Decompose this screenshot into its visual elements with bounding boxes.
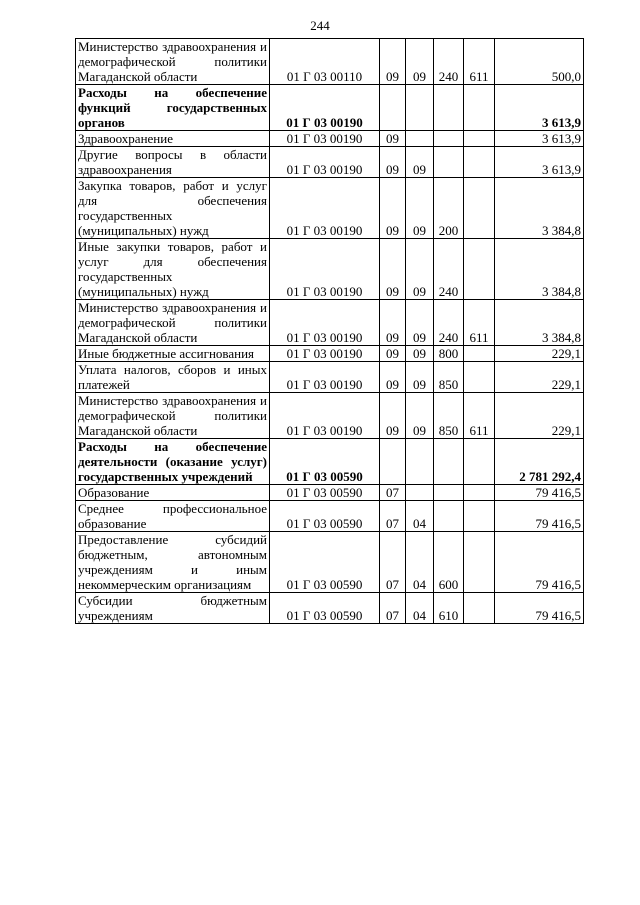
section-cell: 09 [380, 300, 406, 346]
expense-type-cell [434, 131, 464, 147]
subsection-cell: 04 [406, 501, 434, 532]
budget-table [75, 38, 584, 624]
table-row [76, 300, 584, 346]
department-code-cell [464, 501, 495, 532]
expense-type-cell [434, 501, 464, 532]
section-cell: 09 [380, 346, 406, 362]
table-row [76, 532, 584, 593]
department-code-cell [464, 147, 495, 178]
table-row [76, 362, 584, 393]
section-cell: 07 [380, 593, 406, 624]
row-name-cell: Субсидии бюджетным учреждениям [76, 593, 270, 624]
subsection-cell: 09 [406, 362, 434, 393]
section-cell: 09 [380, 178, 406, 239]
department-code-cell [464, 85, 495, 131]
section-cell [380, 85, 406, 131]
amount-cell: 2 781 292,4 [495, 439, 584, 485]
expense-type-cell: 240 [434, 300, 464, 346]
expense-type-cell: 200 [434, 178, 464, 239]
section-cell: 07 [380, 485, 406, 501]
target-code-cell: 01 Г 03 00190 [270, 239, 380, 300]
expense-type-cell [434, 147, 464, 178]
subsection-cell: 09 [406, 239, 434, 300]
amount-cell: 3 613,9 [495, 131, 584, 147]
expense-type-cell: 240 [434, 239, 464, 300]
expense-type-cell: 850 [434, 393, 464, 439]
amount-cell: 79 416,5 [495, 501, 584, 532]
amount-cell: 229,1 [495, 346, 584, 362]
expense-type-cell: 240 [434, 39, 464, 85]
subsection-cell [406, 485, 434, 501]
department-code-cell: 611 [464, 39, 495, 85]
amount-cell: 3 613,9 [495, 85, 584, 131]
row-name-cell: Иные бюджетные ассигнования [76, 346, 270, 362]
row-name-cell: Уплата налогов, сборов и иных платежей [76, 362, 270, 393]
department-code-cell [464, 239, 495, 300]
table-row [76, 346, 584, 362]
row-name-cell: Предоставление субсидий бюджетным, автономным учреждениям и иным некоммерческим организациям [76, 532, 270, 593]
expense-type-cell [434, 439, 464, 485]
subsection-cell: 09 [406, 147, 434, 178]
target-code-cell: 01 Г 03 00590 [270, 501, 380, 532]
section-cell: 07 [380, 532, 406, 593]
amount-cell: 500,0 [495, 39, 584, 85]
subsection-cell: 09 [406, 39, 434, 85]
subsection-cell: 04 [406, 593, 434, 624]
row-name-cell: Министерство здравоохранения и демографической политики Магаданской области [76, 39, 270, 85]
target-code-cell: 01 Г 03 00190 [270, 178, 380, 239]
target-code-cell: 01 Г 03 00590 [270, 593, 380, 624]
table-row [76, 439, 584, 485]
amount-cell: 229,1 [495, 362, 584, 393]
section-cell [380, 439, 406, 485]
target-code-cell: 01 Г 03 00110 [270, 39, 380, 85]
subsection-cell: 09 [406, 178, 434, 239]
target-code-cell: 01 Г 03 00190 [270, 393, 380, 439]
amount-cell: 79 416,5 [495, 485, 584, 501]
row-name-cell: Министерство здравоохранения и демографической политики Магаданской области [76, 393, 270, 439]
section-cell: 09 [380, 147, 406, 178]
department-code-cell [464, 439, 495, 485]
department-code-cell [464, 532, 495, 593]
section-cell: 09 [380, 131, 406, 147]
amount-cell: 79 416,5 [495, 532, 584, 593]
target-code-cell: 01 Г 03 00190 [270, 85, 380, 131]
subsection-cell: 09 [406, 393, 434, 439]
target-code-cell: 01 Г 03 00590 [270, 532, 380, 593]
amount-cell: 3 384,8 [495, 178, 584, 239]
department-code-cell [464, 485, 495, 501]
expense-type-cell: 800 [434, 346, 464, 362]
section-cell: 09 [380, 39, 406, 85]
target-code-cell: 01 Г 03 00590 [270, 485, 380, 501]
section-cell: 07 [380, 501, 406, 532]
department-code-cell: 611 [464, 300, 495, 346]
row-name-cell: Другие вопросы в области здравоохранения [76, 147, 270, 178]
subsection-cell: 04 [406, 532, 434, 593]
row-name-cell: Здравоохранение [76, 131, 270, 147]
section-cell: 09 [380, 239, 406, 300]
amount-cell: 79 416,5 [495, 593, 584, 624]
subsection-cell: 09 [406, 300, 434, 346]
table-row [76, 593, 584, 624]
amount-cell: 3 384,8 [495, 239, 584, 300]
row-name-cell: Расходы на обеспечение деятельности (оказание услуг) государственных учреждений [76, 439, 270, 485]
subsection-cell [406, 131, 434, 147]
table-row [76, 501, 584, 532]
subsection-cell [406, 439, 434, 485]
expense-type-cell: 600 [434, 532, 464, 593]
expense-type-cell [434, 85, 464, 131]
department-code-cell [464, 362, 495, 393]
department-code-cell [464, 131, 495, 147]
row-name-cell: Министерство здравоохранения и демографической политики Магаданской области [76, 300, 270, 346]
amount-cell: 3 384,8 [495, 300, 584, 346]
row-name-cell: Закупка товаров, работ и услуг для обеспечения государственных (муниципальных) нужд [76, 178, 270, 239]
table-row [76, 147, 584, 178]
department-code-cell [464, 346, 495, 362]
department-code-cell [464, 178, 495, 239]
target-code-cell: 01 Г 03 00590 [270, 439, 380, 485]
page-number: 244 [310, 18, 330, 33]
target-code-cell: 01 Г 03 00190 [270, 346, 380, 362]
expense-type-cell [434, 485, 464, 501]
row-name-cell: Среднее профессиональное образование [76, 501, 270, 532]
target-code-cell: 01 Г 03 00190 [270, 300, 380, 346]
table-row [76, 485, 584, 501]
table-row [76, 85, 584, 131]
section-cell: 09 [380, 393, 406, 439]
expense-type-cell: 850 [434, 362, 464, 393]
row-name-cell: Расходы на обеспечение функций государственных органов [76, 85, 270, 131]
amount-cell: 229,1 [495, 393, 584, 439]
subsection-cell [406, 85, 434, 131]
section-cell: 09 [380, 362, 406, 393]
target-code-cell: 01 Г 03 00190 [270, 147, 380, 178]
amount-cell: 3 613,9 [495, 147, 584, 178]
table-row [76, 39, 584, 85]
row-name-cell: Иные закупки товаров, работ и услуг для обеспечения государственных (муниципальных) нужд [76, 239, 270, 300]
table-row [76, 178, 584, 239]
department-code-cell: 611 [464, 393, 495, 439]
row-name-cell: Образование [76, 485, 270, 501]
table-row [76, 393, 584, 439]
table-row [76, 239, 584, 300]
target-code-cell: 01 Г 03 00190 [270, 131, 380, 147]
target-code-cell: 01 Г 03 00190 [270, 362, 380, 393]
subsection-cell: 09 [406, 346, 434, 362]
table-row [76, 131, 584, 147]
expense-type-cell: 610 [434, 593, 464, 624]
department-code-cell [464, 593, 495, 624]
